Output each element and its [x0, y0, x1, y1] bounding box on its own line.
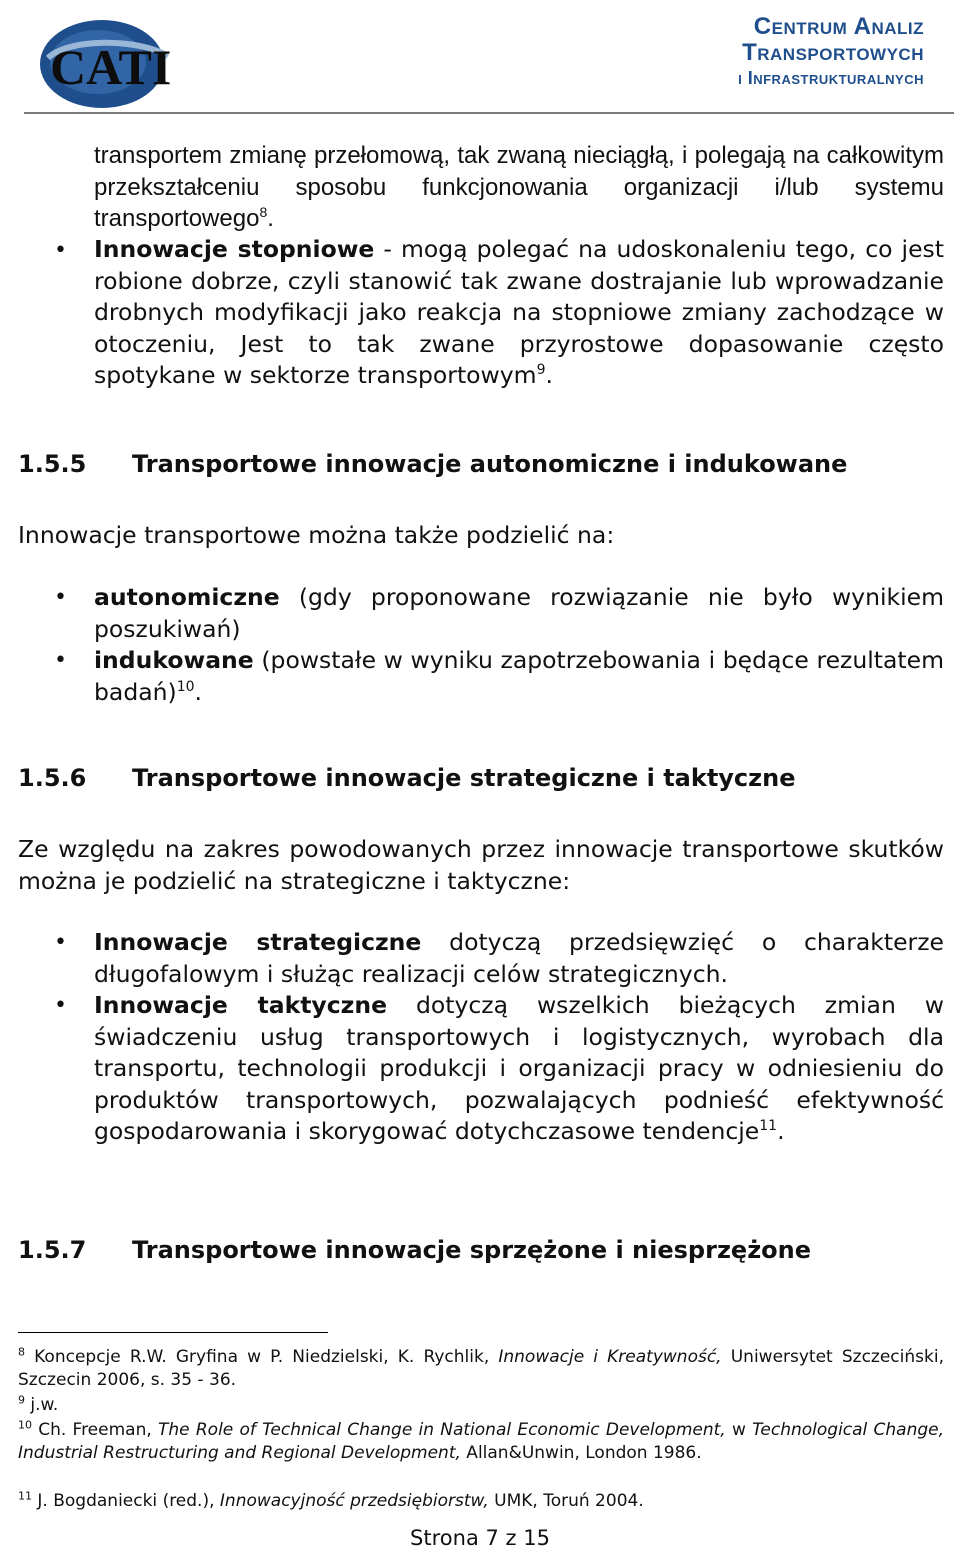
footnote-ref-10[interactable]: 10 [176, 678, 195, 695]
bullet-icon: • [54, 238, 67, 263]
continuation-tail: . [267, 205, 274, 232]
term-tactical: Innowacje taktyczne [94, 991, 388, 1019]
footnote-text: UMK, Toruń 2004. [488, 1491, 644, 1511]
list-item-incremental [94, 234, 944, 392]
list-item-strategic [94, 927, 944, 990]
footnote-number: 9 [18, 1393, 25, 1407]
footnote-text: w [725, 1420, 753, 1440]
footnote-text: j.w. [25, 1395, 59, 1415]
footnote-separator [18, 1332, 328, 1333]
list-item-tactical [94, 990, 944, 1148]
section-heading-1-5-7 [18, 1236, 811, 1264]
term-strategic: Innowacje strategiczne [94, 928, 422, 956]
footnote-text: J. Bogdaniecki (red.), [32, 1491, 220, 1511]
footnote-number: 10 [18, 1418, 32, 1432]
footnote-title: Innowacyjność przedsiębiorstw, [219, 1491, 489, 1511]
continuation-text: transportem zmianę przełomową, tak zwaną nieciągłą, i polegają na całkowitym przekształceniu sposobu funkcjonowania organizacji i/lub systemu transportowego [94, 142, 944, 232]
cati-logo [28, 8, 228, 108]
footnote-title: Innowacje i Kreatywność, [498, 1347, 722, 1367]
section-heading-1-5-5 [18, 450, 847, 478]
org-line-1: Centrum Analiz [753, 13, 924, 40]
strategic-text: dotyczą przedsięwzięć o charakterze długofalowym i służąc realizacji celów strategicznych. [94, 928, 945, 988]
header-divider [24, 112, 954, 114]
tactical-tail: . [777, 1117, 785, 1145]
autonomous-text: (gdy proponowane rozwiązanie nie było wynikiem poszukiwań) [94, 583, 944, 643]
organization-name [738, 14, 924, 90]
footnote-8 [18, 1346, 944, 1392]
footnote-title: Technological Change, Industrial Restructuring and Regional Development, [18, 1420, 945, 1463]
org-line-3: i Infrastrukturalnych [738, 68, 924, 88]
section-title: Transportowe innowacje sprzężone i niesprzężone [132, 1236, 812, 1264]
footnote-text: Ch. Freeman, [32, 1420, 158, 1440]
footnote-title: The Role of Technical Change in National Economic Development, [158, 1420, 726, 1440]
footnote-text: Allan&Unwin, London 1986. [460, 1443, 702, 1463]
section-heading-1-5-6 [18, 764, 796, 792]
section-intro-1-5-6: Ze względu na zakres powodowanych przez innowacje transportowe skutków można je podzielić na strategiczne i taktyczne: [18, 835, 944, 895]
induced-tail: . [194, 677, 203, 706]
footnote-text: Koncepcje R.W. Gryfina w P. Niedzielski, K. Rychlik, [25, 1347, 499, 1367]
section-number: 1.5.6 [18, 764, 87, 792]
continuation-paragraph [94, 140, 944, 235]
incremental-tail: . [545, 361, 553, 389]
footnote-number: 8 [18, 1345, 25, 1359]
term-induced: indukowane [94, 646, 254, 674]
bullet-icon: • [54, 585, 67, 610]
section-title: Transportowe innowacje strategiczne i taktyczne [132, 764, 796, 792]
term-incremental: Innowacje stopniowe [94, 235, 375, 263]
list-item-autonomous [94, 582, 944, 645]
footnote-ref-11[interactable]: 11 [759, 1118, 778, 1135]
page-number: Strona 7 z 15 [410, 1526, 550, 1550]
list-item-induced [94, 645, 944, 708]
footnote-ref-9[interactable]: 9 [536, 362, 546, 379]
footnote-10 [18, 1419, 944, 1465]
footnote-9 [18, 1394, 944, 1417]
section-intro-1-5-5: Innowacje transportowe można także podzielić na: [18, 521, 615, 549]
tactical-text: dotyczą wszelkich bieżących zmian w świadczeniu usług transportowych i logistycznych, wyrobach dla transportu, technologii produkcji i organizacji pracy w odniesieniu do produktów transportowych, pozwalających podnieść efektywność gospodarowania i skorygować dotychczasowe tendencje [94, 991, 944, 1145]
section-number: 1.5.7 [18, 1236, 87, 1264]
section-number: 1.5.5 [18, 450, 87, 478]
footnote-text: Uniwersytet Szczeciński, Szczecin 2006, s. 35 - 36. [18, 1347, 944, 1390]
incremental-text: - mogą polegać na udoskonaleniu tego, co jest robione dobrze, czyli stanowić tak zwane dostrajanie lub wprowadzanie drobnych modyfikacji jako reakcja na stopniowe zmiany zachodzące w otoczeniu, Jest to tak zwane przyrostowe dopasowanie często spotykane w sektorze transportowym [94, 235, 944, 389]
footnote-11 [18, 1490, 944, 1513]
footnote-ref-8[interactable]: 8 [259, 204, 268, 220]
org-line-2: Transportowych [742, 39, 924, 66]
induced-text: (powstałe w wyniku zapotrzebowania i będące rezultatem badań) [94, 646, 944, 706]
logo-text: CATI [50, 39, 172, 95]
term-autonomous: autonomiczne [94, 583, 280, 611]
footnote-number: 11 [18, 1489, 32, 1503]
section-title: Transportowe innowacje autonomiczne i indukowane [132, 450, 848, 478]
bullet-icon: • [54, 993, 67, 1018]
bullet-icon: • [54, 930, 67, 955]
bullet-icon: • [54, 648, 67, 673]
